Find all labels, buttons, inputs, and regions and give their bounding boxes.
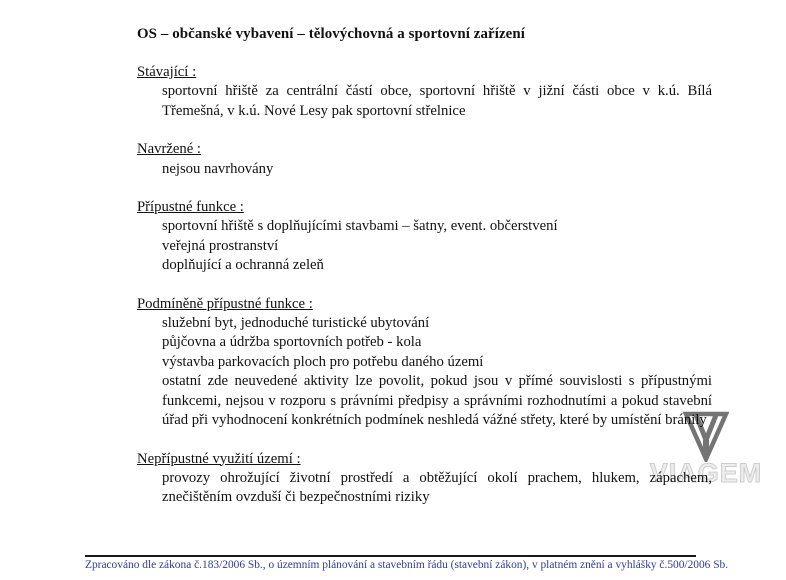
section-item: služební byt, jednoduché turistické ubytování [162,315,430,332]
section-pripustne-funkce [137,198,712,276]
document-content [137,24,712,508]
section-stavajici [137,63,712,121]
page-footer [85,555,729,572]
section-navrzene [137,140,712,179]
section-item: půjčovna a údržba sportovních potřeb - kola [162,334,422,351]
section-item: nejsou navrhovány [162,160,274,177]
section-nepripustne-vyuziti [137,450,712,508]
footer-divider [85,555,696,557]
section-item: ostatní zde neuvedené aktivity lze povolit, pokud jsou v přímé souvislosti s přípustnými funkcemi, nejsou v rozporu s právními předpisy a správními rozhodnutími a pokud stavební úřad při vyhodnocení konkrétních podmínek neshledá vážné střety, které by umístění bránily [162,373,712,429]
section-item: doplňující a ochranná zeleň [162,257,324,274]
section-heading: Navržené : [137,141,202,158]
section-podminene-pripustne-funkce [137,295,712,431]
page-title: OS – občanské vybavení – tělovýchovná a sportovní zařízení [137,26,526,42]
section-item: veřejná prostranství [162,237,279,254]
section-item: provozy ohrožující životní prostředí a obtěžující okolí prachem, hlukem, zápachem, znečištěním ovzduší či bezpečnostními riziky [162,469,712,506]
section-heading: Přípustné funkce : [137,199,244,216]
footer-note: Zpracováno dle zákona č.183/2006 Sb., o územním plánování a stavebním řádu (stavební zákon), v platném znění a vyhlášky č.500/2006 Sb. [85,559,729,571]
watermark-label: VIAGEM [649,458,763,488]
section-heading: Nepřípustné využití území : [137,450,301,467]
section-heading: Stávající : [137,64,197,80]
section-item: výstavba parkovacích ploch pro potřebu daného území [162,353,484,370]
section-heading: Podmíněně přípustné funkce : [137,295,313,312]
section-item: sportovní hřiště s doplňujícími stavbami – šatny, event. občerstvení [162,218,558,235]
section-item: sportovní hřiště za centrální částí obce, sportovní hřiště v jižní části obce v k.ú. Bílá Třemešná, v k.ú. Nové Lesy pak sportovní střelnice [162,83,712,119]
